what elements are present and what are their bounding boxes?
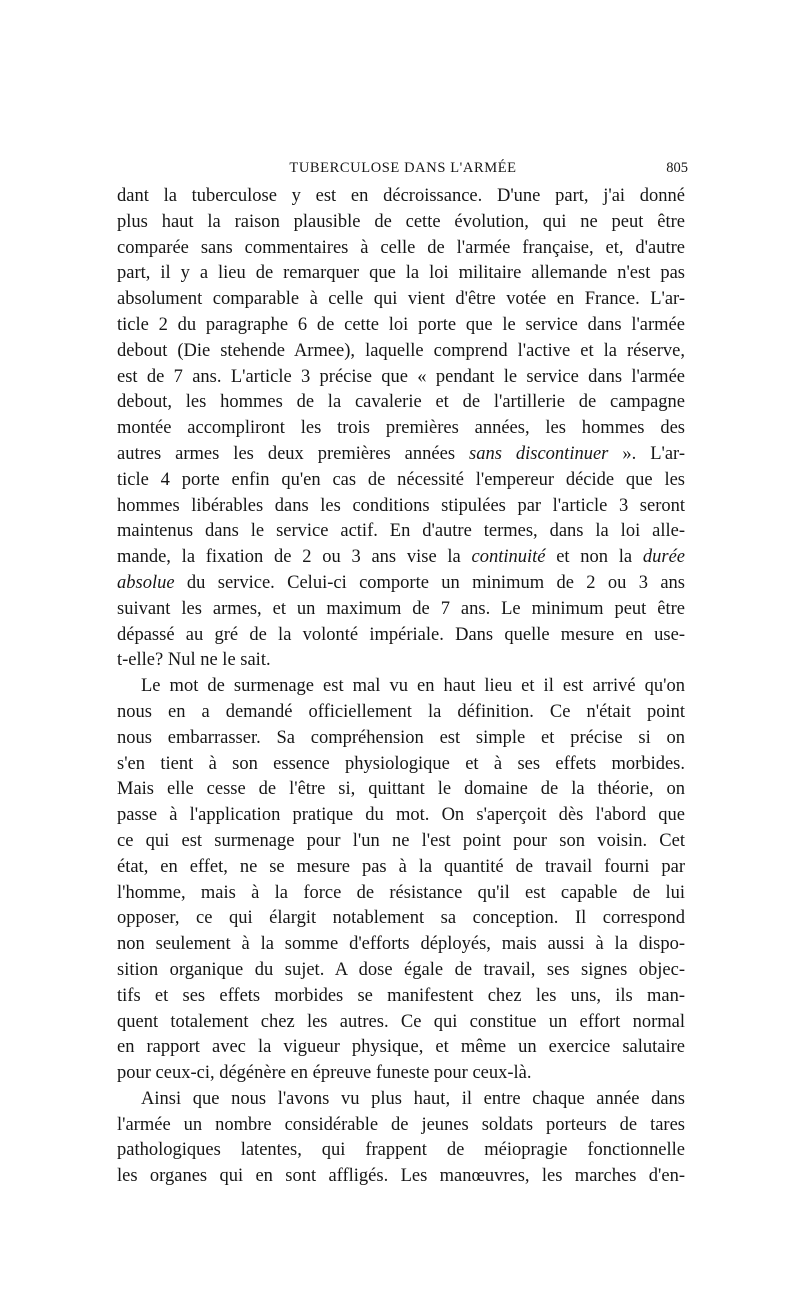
text-line — [117, 494, 685, 520]
text-line — [117, 829, 685, 855]
text-segment: ticle 2 du paragraphe 6 de cette loi porte que le service dans l'armée — [117, 314, 685, 335]
text-segment: Mais elle cesse de l'être si, quittant le domaine de la théorie, on — [117, 779, 685, 800]
text-line — [117, 184, 685, 210]
text-segment: hommes libérables dans les conditions stipulées par l'article 3 seront — [117, 495, 685, 516]
text-line — [117, 855, 685, 881]
text-segment: t-elle? Nul ne le sait. — [117, 650, 271, 671]
text-segment: quent totalement chez les autres. Ce qui constitue un effort normal — [117, 1011, 685, 1032]
text-segment: est de 7 ans. L'article 3 précise que « pendant le service dans l'armée — [117, 366, 685, 387]
text-segment: l'homme, mais à la force de résistance qu'il est capable de lui — [117, 882, 685, 903]
text-line — [117, 287, 685, 313]
running-title: TUBERCULOSE DANS L'ARMÉE — [289, 160, 517, 176]
text-segment: Le mot de surmenage est mal vu en haut lieu et il est arrivé qu'on — [141, 676, 685, 697]
italic-text: durée — [642, 547, 685, 568]
text-line — [117, 881, 685, 907]
text-line — [117, 1113, 685, 1139]
text-segment: part, il y a lieu de remarquer que la loi militaire allemande n'est pas — [117, 263, 685, 284]
italic-text: absolue — [117, 572, 175, 593]
text-segment: autres armes les deux premières années — [117, 443, 469, 464]
text-line — [117, 648, 685, 674]
text-line — [117, 1010, 685, 1036]
text-segment: nous en a demandé officiellement la définition. Ce n'était point — [117, 701, 685, 722]
text-line — [117, 1087, 685, 1113]
text-segment: opposer, ce qui élargit notablement sa conception. Il correspond — [117, 908, 685, 929]
text-segment: du service. Celui-ci comporte un minimum de 2 ou 3 ans — [174, 572, 685, 593]
text-segment: s'en tient à son essence physiologique et à ses effets morbides. — [117, 753, 685, 774]
text-segment: sition organique du sujet. A dose égale de travail, ses signes objec- — [117, 959, 685, 980]
text-line — [117, 442, 685, 468]
text-segment: ticle 4 porte enfin qu'en cas de nécessité l'empereur décide que les — [117, 469, 685, 490]
text-segment: montée accompliront les trois premières années, les hommes des — [117, 418, 685, 439]
text-segment: passe à l'application pratique du mot. On s'aperçoit dès l'abord que — [117, 805, 685, 826]
text-segment: suivant les armes, et un maximum de 7 ans. Le minimum peut être — [117, 598, 685, 619]
text-segment: pathologiques latentes, qui frappent de méiopragie fonctionnelle — [117, 1140, 685, 1161]
text-segment: mande, la fixation de 2 ou 3 ans vise la — [117, 547, 472, 568]
text-line — [117, 597, 685, 623]
text-line — [117, 416, 685, 442]
text-segment: l'armée un nombre considérable de jeunes soldats porteurs de tares — [117, 1114, 685, 1135]
text-segment: debout, les hommes de la cavalerie et de l'artillerie de campagne — [117, 392, 685, 413]
body-text — [117, 184, 685, 1190]
text-segment: pour ceux-ci, dégénère en épreuve funeste pour ceux-là. — [117, 1063, 532, 1084]
text-segment: dant la tuberculose y est en décroissance. D'une part, j'ai donné — [117, 186, 685, 206]
text-line — [117, 932, 685, 958]
text-line — [117, 906, 685, 932]
text-line — [117, 1061, 685, 1087]
text-segment: ». L'ar- — [608, 443, 686, 464]
text-line — [117, 571, 685, 597]
text-line — [117, 726, 685, 752]
text-segment: Ainsi que nous l'avons vu plus haut, il entre chaque année dans — [141, 1088, 685, 1109]
text-line — [117, 700, 685, 726]
italic-text: continuité — [471, 547, 546, 568]
text-line — [117, 468, 685, 494]
text-segment: en rapport avec la vigueur physique, et même un exercice salutaire — [117, 1037, 685, 1058]
running-head — [118, 158, 688, 178]
text-segment: dépassé au gré de la volonté impériale. Dans quelle mesure en use- — [117, 624, 685, 645]
text-segment: et non la — [545, 547, 643, 568]
text-line — [117, 958, 685, 984]
text-segment: debout (Die stehende Armee), laquelle comprend l'active et la réserve, — [117, 340, 685, 361]
text-line — [117, 236, 685, 262]
page-number: 805 — [666, 160, 688, 176]
text-segment: nous embarrasser. Sa compréhension est simple et précise si on — [117, 727, 685, 748]
text-segment: ce qui est surmenage pour l'un ne l'est point pour son voisin. Cet — [117, 830, 685, 851]
italic-text: sans discontinuer — [469, 443, 609, 464]
text-line — [117, 210, 685, 236]
text-line — [117, 313, 685, 339]
text-segment: maintenus dans le service actif. En d'autre termes, dans la loi alle- — [117, 521, 685, 542]
text-line — [117, 777, 685, 803]
text-line — [117, 1164, 685, 1190]
text-line — [117, 623, 685, 649]
text-line — [117, 752, 685, 778]
text-line — [117, 1138, 685, 1164]
text-segment: les organes qui en sont affligés. Les manœuvres, les marches d'en- — [117, 1166, 685, 1187]
text-segment: absolument comparable à celle qui vient d'être votée en France. L'ar- — [117, 289, 685, 310]
text-line — [117, 390, 685, 416]
text-segment: non seulement à la somme d'efforts déployés, mais aussi à la dispo- — [117, 934, 685, 955]
text-segment: tifs et ses effets morbides se manifestent chez les uns, ils man- — [117, 985, 685, 1006]
text-line — [117, 519, 685, 545]
text-line — [117, 365, 685, 391]
text-segment: plus haut la raison plausible de cette évolution, qui ne peut être — [117, 211, 685, 232]
text-line — [117, 803, 685, 829]
text-segment: comparée sans commentaires à celle de l'armée française, et, d'autre — [117, 237, 685, 258]
text-line — [117, 545, 685, 571]
text-line — [117, 1035, 685, 1061]
text-segment: état, en effet, ne se mesure pas à la quantité de travail fourni par — [117, 856, 685, 877]
text-line — [117, 339, 685, 365]
text-line — [117, 984, 685, 1010]
text-line — [117, 674, 685, 700]
text-line — [117, 261, 685, 287]
